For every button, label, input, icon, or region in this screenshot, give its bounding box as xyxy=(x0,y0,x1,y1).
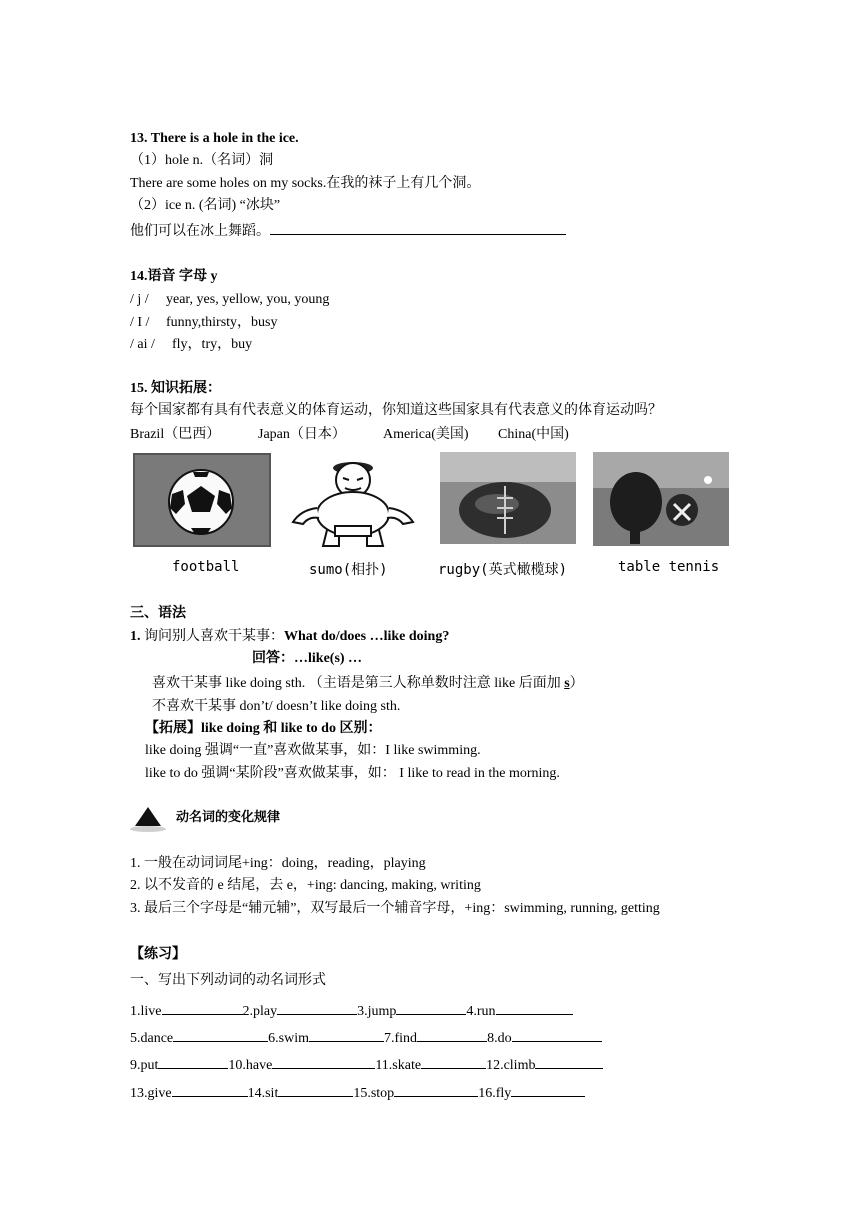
like-doing-close: ） xyxy=(569,676,584,691)
grammar-question-pattern: What do/does …like doing? xyxy=(284,629,450,644)
gerund-rule: 2. 以不发音的 e 结尾，去 e，+ing: dancing, making, writing xyxy=(130,878,481,893)
practice-item: 13.give xyxy=(130,1086,172,1101)
triangle-icon xyxy=(129,803,167,833)
practice-item: 7.find xyxy=(384,1031,418,1046)
answer-blank[interactable] xyxy=(421,1055,486,1069)
practice-item: 3.jump xyxy=(357,1004,397,1019)
answer-blank[interactable] xyxy=(535,1055,603,1069)
practice-item: 11.skate xyxy=(375,1058,422,1073)
section-13-line-2: There are some holes on my socks.在我的袜子上有几个洞。 xyxy=(130,176,481,191)
country-row xyxy=(130,426,569,444)
practice-item: 5.dance xyxy=(130,1031,174,1046)
practice-row xyxy=(130,1055,603,1075)
grammar-heading: 三、语法 xyxy=(130,606,186,621)
phonics-row xyxy=(130,291,329,309)
phonics-row xyxy=(130,314,277,332)
section-13-title: 13. There is a hole in the ice. xyxy=(130,131,299,146)
phonics-sound: / j / xyxy=(130,292,149,307)
section-15-question: 每个国家都有具有代表意义的体育运动，你知道这些国家具有代表意义的体育运动吗？ xyxy=(130,403,662,418)
practice-item: 8.do xyxy=(487,1031,512,1046)
answer-blank[interactable] xyxy=(173,1028,268,1042)
dislike-doing-line: 不喜欢干某事 don’t/ doesn’t like doing sth. xyxy=(152,699,401,714)
answer-blank[interactable] xyxy=(277,1001,357,1015)
practice-item: 6.swim xyxy=(268,1031,309,1046)
extension-like-to-do: like to do 强调“某阶段”喜欢做某事，如： I like to read in the morning. xyxy=(145,766,560,781)
football-image xyxy=(131,450,273,550)
country-label: Japan（日本） xyxy=(258,427,346,442)
practice-item: 15.stop xyxy=(353,1086,395,1101)
section-13-line-3: （2）ice n. (名词) “冰块” xyxy=(130,198,281,213)
practice-item: 14.sit xyxy=(247,1086,279,1101)
answer-blank[interactable] xyxy=(496,1001,573,1015)
answer-blank[interactable] xyxy=(172,1083,248,1097)
country-label: Brazil（巴西） xyxy=(130,427,221,442)
practice-item: 4.run xyxy=(466,1004,496,1019)
phonics-sound: / ai / xyxy=(130,337,155,352)
answer-blank[interactable] xyxy=(309,1028,384,1042)
country-label: China(中国) xyxy=(498,427,569,442)
answer-blank[interactable] xyxy=(278,1083,353,1097)
sport-caption: table tennis xyxy=(618,559,720,575)
grammar-point-1 xyxy=(130,628,449,646)
answer-blank[interactable] xyxy=(511,1083,585,1097)
like-doing-text: 喜欢干某事 like doing sth. （主语是第三人称单数时注意 like 后面加 xyxy=(152,676,565,691)
phonics-sound: / I / xyxy=(130,315,150,330)
section-15-title: 15. 知识拓展： xyxy=(130,381,221,396)
practice-row xyxy=(130,1083,585,1103)
extension-like-doing: like doing 强调“一直”喜欢做某事，如：I like swimming. xyxy=(145,743,481,758)
phonics-words: funny,thirsty，busy xyxy=(166,315,278,330)
practice-instruction: 一、写出下列动词的动名词形式 xyxy=(130,973,326,988)
practice-heading: 【练习】 xyxy=(130,947,186,962)
answer-blank[interactable] xyxy=(396,1001,466,1015)
sport-caption: rugby(英式橄榄球) xyxy=(438,562,568,578)
answer-blank[interactable] xyxy=(417,1028,487,1042)
third-person-s: s xyxy=(564,676,570,691)
answer-blank[interactable] xyxy=(162,1001,243,1015)
practice-row xyxy=(130,1028,602,1048)
like-doing-line xyxy=(152,675,584,693)
grammar-answer-pattern: 回答：…like(s) … xyxy=(252,651,363,666)
grammar-point-text: 询问别人喜欢干某事： xyxy=(144,629,284,644)
country-label: America(美国) xyxy=(383,427,469,442)
sport-caption: sumo(相扑) xyxy=(309,562,388,578)
sumo-image xyxy=(283,450,425,550)
gerund-rule: 1. 一般在动词词尾+ing：doing，reading，playing xyxy=(130,856,426,871)
gerund-title: 动名词的变化规律 xyxy=(176,810,281,825)
practice-item: 16.fly xyxy=(478,1086,512,1101)
practice-item: 1.live xyxy=(130,1004,162,1019)
section-13-exercise-text: 他们可以在冰上舞蹈。 xyxy=(130,224,270,239)
grammar-point-number: 1. xyxy=(130,629,141,644)
practice-item: 9.put xyxy=(130,1058,159,1073)
rugby-image xyxy=(437,450,579,550)
practice-item: 2.play xyxy=(242,1004,278,1019)
section-13-line-4 xyxy=(130,221,566,241)
phonics-words: fly，try，buy xyxy=(172,337,253,352)
practice-item: 10.have xyxy=(228,1058,273,1073)
answer-blank[interactable] xyxy=(512,1028,602,1042)
phonics-row xyxy=(130,336,252,354)
answer-blank[interactable] xyxy=(270,221,566,235)
answer-blank[interactable] xyxy=(272,1055,375,1069)
phonics-words: year, yes, yellow, you, young xyxy=(166,292,330,307)
section-13-line-1: （1）hole n.（名词）洞 xyxy=(130,153,274,168)
extension-title: 【拓展】like doing 和 like to do 区别： xyxy=(145,721,382,736)
practice-row xyxy=(130,1001,573,1021)
table-tennis-image xyxy=(590,450,732,550)
section-14-title: 14.语音 字母 y xyxy=(130,269,218,284)
practice-item: 12.climb xyxy=(486,1058,536,1073)
answer-blank[interactable] xyxy=(394,1083,478,1097)
sport-caption: football xyxy=(172,559,240,575)
gerund-rule: 3. 最后三个字母是“辅元辅”，双写最后一个辅音字母，+ing：swimming, running, getting xyxy=(130,901,660,916)
answer-blank[interactable] xyxy=(158,1055,228,1069)
